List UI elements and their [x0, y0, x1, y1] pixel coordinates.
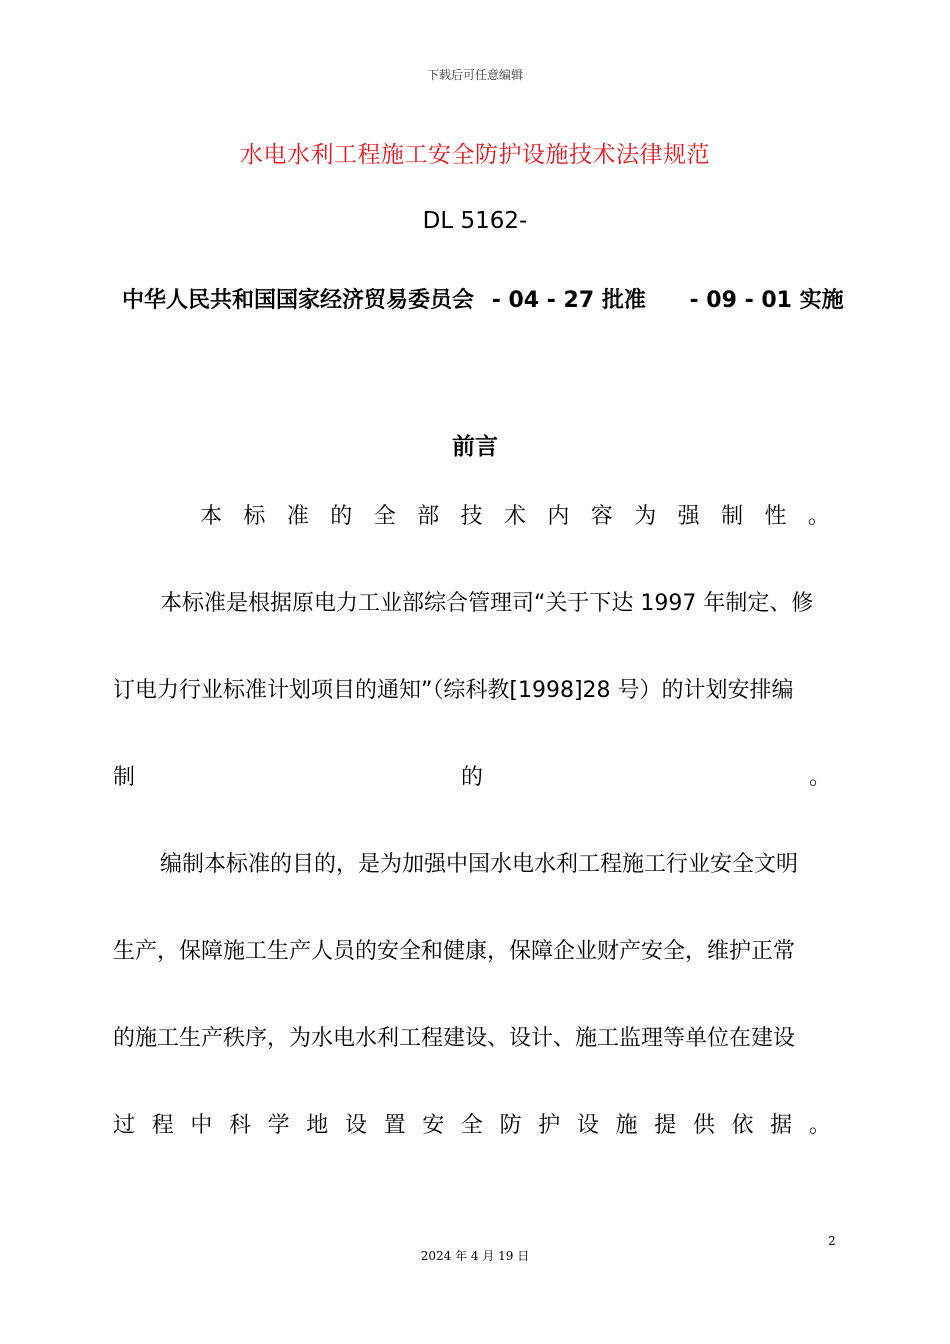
- spread-char: 制: [113, 765, 136, 790]
- spread-char: 。: [808, 765, 831, 790]
- spread-char: 供: [692, 1113, 715, 1138]
- paragraph-3-line-1: 编制本标准的目的，是为加强中国水电水利工程施工行业安全文明: [160, 852, 799, 877]
- paragraph-2-line-1: 本标准是根据原电力工业部综合管理司“关于下达 1997 年制定、修: [160, 591, 814, 616]
- spread-char: 制: [721, 504, 744, 529]
- footer-date: 2024 年 4 月 19 日: [420, 1249, 530, 1263]
- paragraph-3-line-2: 生产，保障施工生产人员的安全和健康，保障企业财产安全，维护正常: [113, 939, 796, 964]
- spread-char: 全: [460, 1113, 483, 1138]
- spread-char: 标: [243, 504, 266, 529]
- approval-approved-date: - 04 - 27 批准: [491, 288, 646, 313]
- spread-char: 地: [306, 1113, 329, 1138]
- spread-char: 。: [807, 504, 830, 529]
- page-number: 2: [828, 1234, 836, 1248]
- approval-effective-date: - 09 - 01 实施: [689, 288, 844, 313]
- spread-char: 科: [228, 1113, 251, 1138]
- spread-char: 中: [190, 1113, 213, 1138]
- spread-char: 护: [538, 1113, 561, 1138]
- document-title: 水电水利工程施工安全防护设施技术法律规范: [240, 142, 710, 168]
- spread-char: 过: [113, 1113, 136, 1138]
- spread-char: 施: [615, 1113, 638, 1138]
- spread-char: 据: [770, 1113, 793, 1138]
- paragraph-3-line-4: [113, 1113, 831, 1139]
- spread-char: 术: [503, 504, 526, 529]
- spread-char: 学: [267, 1113, 290, 1138]
- spread-char: 容: [590, 504, 613, 529]
- paragraph-1-line: [200, 504, 830, 530]
- spread-char: 依: [731, 1113, 754, 1138]
- section-heading: 前言: [452, 434, 498, 460]
- paragraph-2-line-2: 订电力行业标准计划项目的通知”（综科教[1998]28 号）的计划安排编: [113, 678, 794, 703]
- spread-char: 全: [373, 504, 396, 529]
- spread-char: 强: [677, 504, 700, 529]
- spread-char: 本: [200, 504, 223, 529]
- spread-char: 。: [808, 1113, 831, 1138]
- spread-char: 技: [460, 504, 483, 529]
- paragraph-2-line-3: [113, 765, 831, 791]
- spread-char: 提: [654, 1113, 677, 1138]
- approval-issuer: 中华人民共和国国家经济贸易委员会: [122, 288, 475, 313]
- spread-char: 为: [634, 504, 657, 529]
- document-code: DL 5162-: [422, 208, 528, 234]
- spread-char: 的: [460, 765, 483, 790]
- spread-char: 设: [344, 1113, 367, 1138]
- header-note: 下载后可任意编辑: [426, 68, 523, 82]
- spread-char: 设: [576, 1113, 599, 1138]
- spread-char: 性: [764, 504, 787, 529]
- spread-char: 安: [422, 1113, 445, 1138]
- spread-char: 部: [417, 504, 440, 529]
- spread-char: 程: [151, 1113, 174, 1138]
- approval-line: [122, 283, 844, 314]
- spread-char: 防: [499, 1113, 522, 1138]
- spread-char: 的: [330, 504, 353, 529]
- spread-char: 准: [286, 504, 309, 529]
- spread-char: 内: [547, 504, 570, 529]
- paragraph-3-line-3: 的施工生产秩序，为水电水利工程建设、设计、施工监理等单位在建设: [113, 1026, 796, 1051]
- spread-char: 置: [383, 1113, 406, 1138]
